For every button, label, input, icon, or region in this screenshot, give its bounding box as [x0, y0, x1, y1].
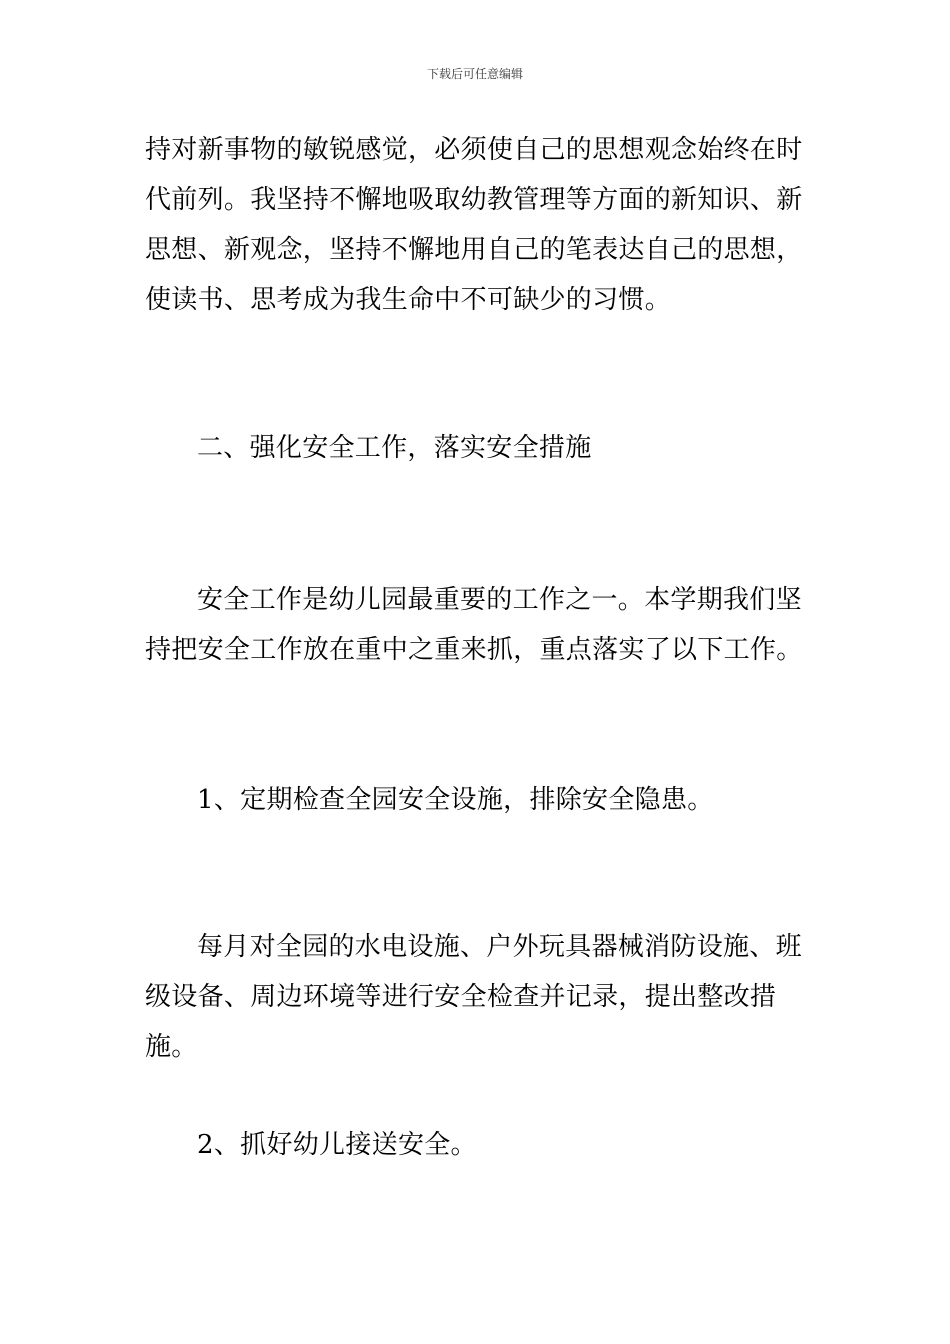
body-paragraph-inspection: 每月对全园的水电设施、户外玩具器械消防设施、班级设备、周边环境等进行安全检查并记录，提出整改措施。: [145, 932, 802, 1062]
body-paragraph-safety-intro: 安全工作是幼儿园最重要的工作之一。本学期我们坚持把安全工作放在重中之重来抓，重点落实了以下工作。: [145, 585, 803, 665]
section-heading-safety: 二、强化安全工作，落实安全措施: [197, 433, 592, 463]
item-heading-pickup-safety: 2、抓好幼儿接送安全。: [197, 1130, 477, 1160]
item-heading-inspection: 1、定期检查全园安全设施，排除安全隐患。: [197, 785, 714, 815]
page-header-note: 下载后可任意编辑: [426, 67, 523, 81]
body-paragraph-continuation: 持对新事物的敏锐感觉，必须使自己的思想观念始终在时代前列。我坚持不懈地吸取幼教管理等方面的新知识、新思想、新观念，坚持不懈地用自己的笔表达自己的思想，使读书、思考成为我生命中不可缺少的习惯。: [145, 135, 803, 315]
